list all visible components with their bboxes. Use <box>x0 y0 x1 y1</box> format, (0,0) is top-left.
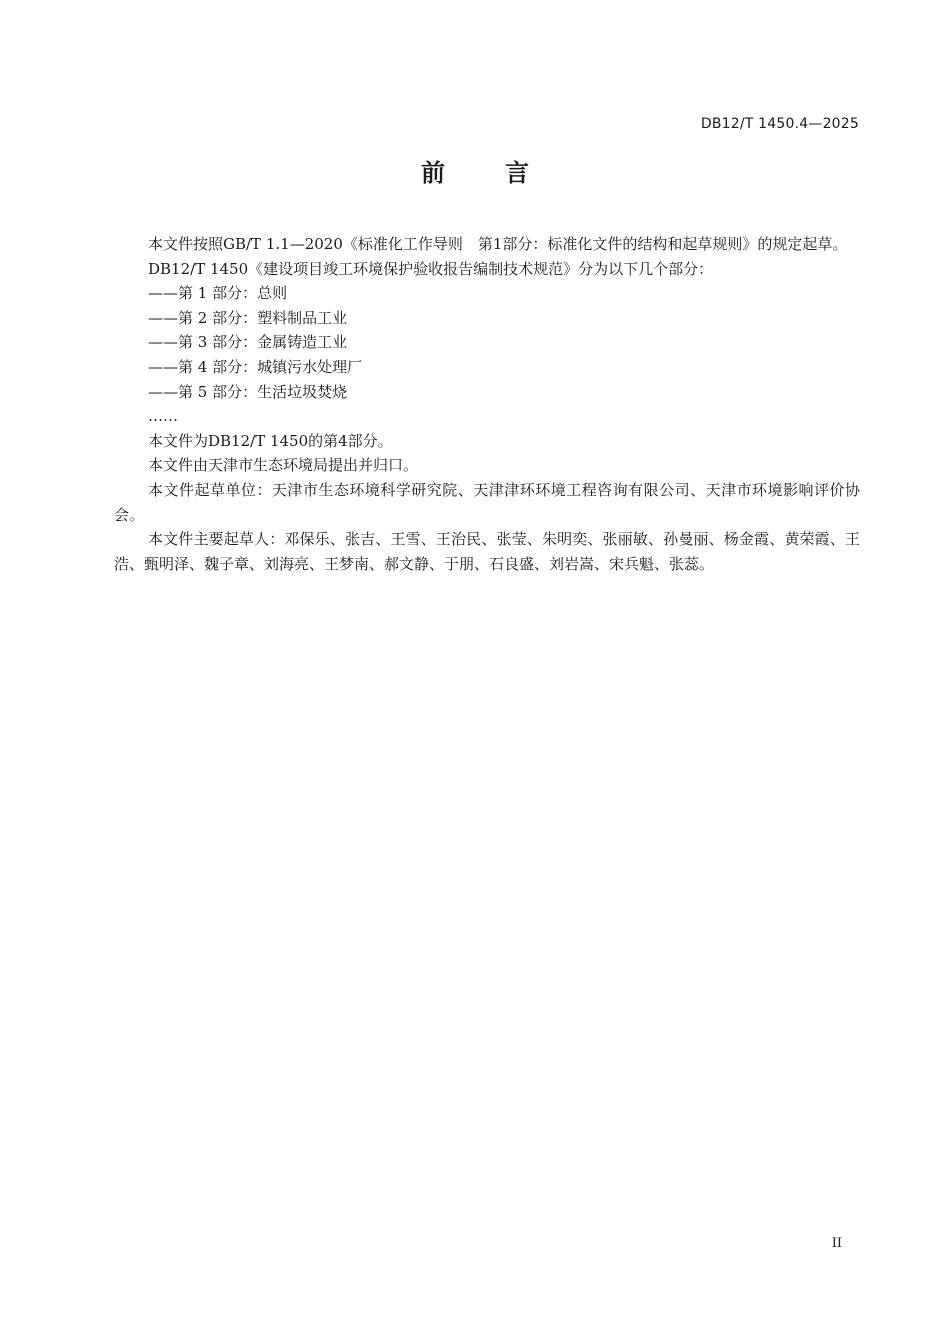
list-item-part-4: ——第 4 部分：城镇污水处理厂 <box>148 357 363 376</box>
page-title-char-2: 言 <box>505 159 529 187</box>
list-item-part-1: ——第 1 部分：总则 <box>148 284 288 303</box>
page-title-char-1: 前 <box>421 159 445 187</box>
paragraph-series-intro: DB12/T 1450《建设项目竣工环境保护验收报告编制技术规范》分为以下几个部分： <box>148 259 714 278</box>
paragraph-part-statement: 本文件为DB12/T 1450的第4部分。 <box>148 431 393 450</box>
document-code: DB12/T 1450.4—2025 <box>700 116 859 132</box>
paragraph-proposer: 本文件由天津市生态环境局提出并归口。 <box>148 456 419 475</box>
paragraph-drafting-basis: 本文件按照GB/T 1.1—2020《标准化工作导则 第1部分：标准化文件的结构和起草规则》的规定起草。 <box>148 235 848 253</box>
list-item-part-3: ——第 3 部分：金属铸造工业 <box>148 333 348 352</box>
list-item-part-2: ——第 2 部分：塑料制品工业 <box>148 308 348 327</box>
paragraph-drafters: 本文件主要起草人：邓保乐、张吉、王雪、王治民、张莹、朱明奕、张丽敏、孙曼丽、杨金霞、黄荣霞、王浩、甄明泽、魏子章、刘海亮、王梦南、郝文静、于朋、石良盛、刘岩嵩、宋兵魁、张蕊。 <box>114 530 860 573</box>
paragraph-drafting-units: 本文件起草单位：天津市生态环境科学研究院、天津津环环境工程咨询有限公司、天津市环境影响评价协会。 <box>114 480 860 524</box>
page-title <box>0 153 950 188</box>
page-number: II <box>831 1236 842 1251</box>
list-ellipsis: …… <box>148 407 178 426</box>
list-item-part-5: ——第 5 部分：生活垃圾焚烧 <box>148 382 348 401</box>
foreword-body <box>114 232 860 576</box>
